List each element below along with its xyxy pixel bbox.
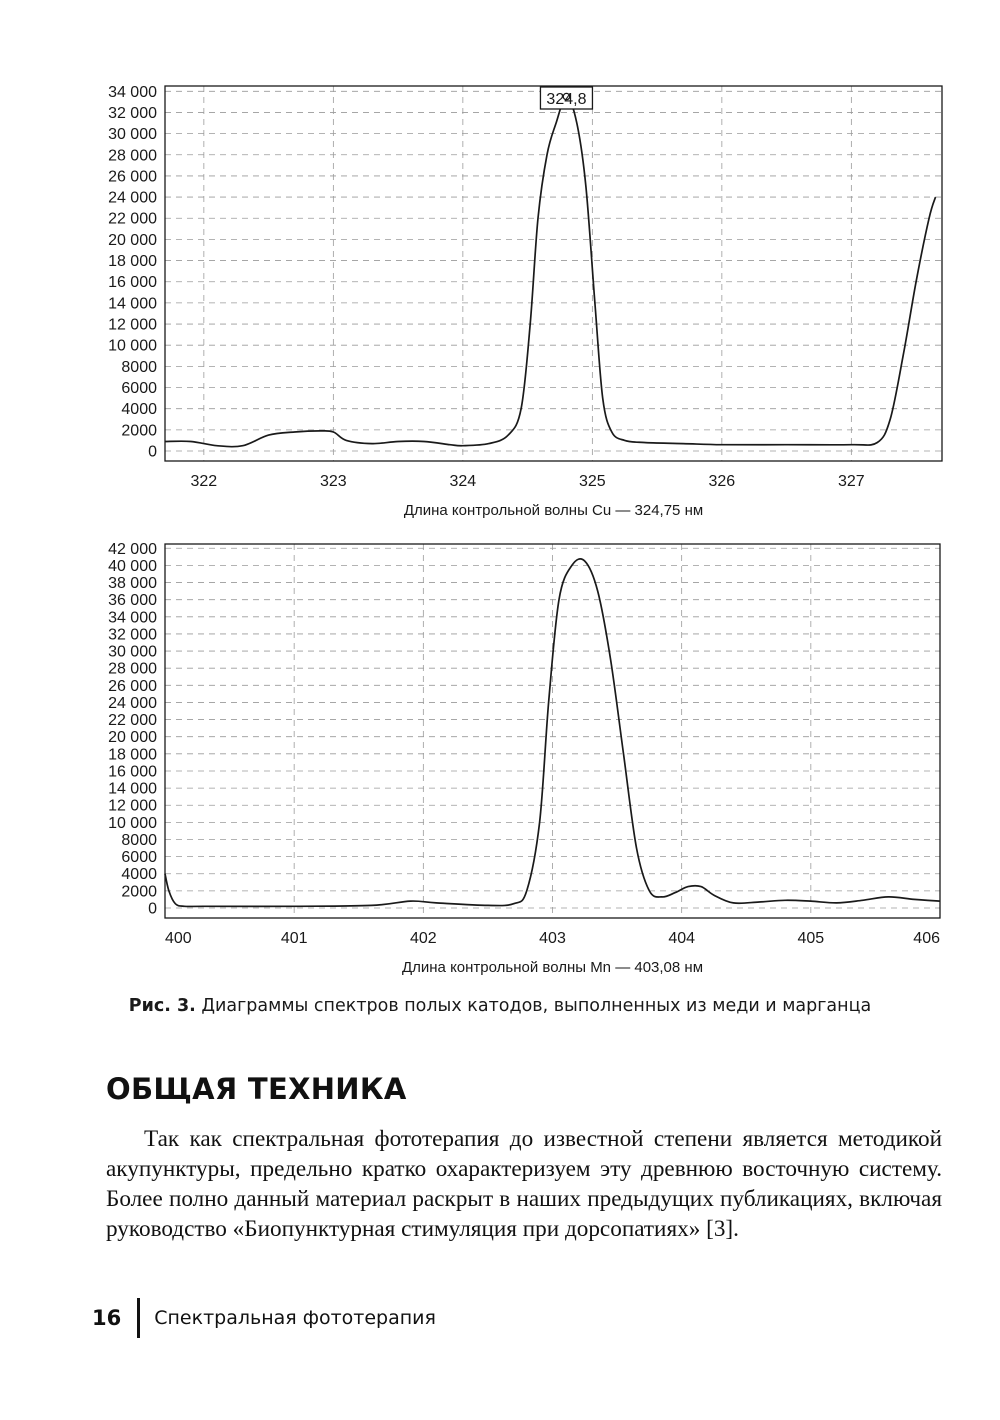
mn-x-tick-label: 400 [165, 930, 192, 947]
mn-y-tick-label: 22 000 [108, 712, 157, 730]
page-footer [92, 1298, 436, 1338]
cu-x-tick-label: 327 [837, 473, 865, 490]
cu-y-tick-label: 26 000 [108, 168, 157, 186]
cu-x-tick-label: 322 [190, 473, 218, 490]
mn-x-tick-label: 405 [797, 930, 825, 947]
mn-y-tick-label: 16 000 [108, 763, 157, 781]
mn-y-tick-label: 24 000 [108, 694, 157, 712]
cu-x-tick-label: 326 [708, 473, 736, 490]
cu-y-tick-label: 18 000 [108, 253, 157, 271]
mn-y-tick-label: 10 000 [108, 814, 157, 832]
cu-y-tick-label: 14 000 [108, 295, 157, 313]
cu-y-tick-label: 10 000 [108, 337, 157, 355]
mn-y-tick-label: 4000 [121, 866, 157, 884]
mn-y-tick-label: 42 000 [108, 540, 157, 558]
mn-y-tick-label: 20 000 [108, 729, 157, 747]
figure-caption-label: Рис. 3. [128, 996, 196, 1016]
mn-y-tick-label: 6000 [121, 849, 157, 867]
mn-y-tick-label: 34 000 [108, 609, 157, 627]
cu-y-tick-label: 32 000 [108, 104, 157, 122]
cu-y-tick-label: 24 000 [108, 189, 157, 207]
mn-x-tick-label: 403 [539, 930, 566, 947]
cu-y-tick-label: 30 000 [108, 126, 157, 144]
cu-y-tick-label: 28 000 [108, 147, 157, 165]
mn-y-tick-label: 18 000 [108, 746, 157, 764]
cu-x-axis-title: Длина контрольной волны Cu — 324,75 нм [403, 502, 704, 519]
mn-y-tick-label: 8000 [121, 831, 157, 849]
cu-y-tick-label: 6000 [121, 380, 157, 398]
cu-y-tick-label: 4000 [121, 401, 157, 419]
cu-annotation-label: 324,8 [546, 91, 587, 108]
running-title: Спектральная фототерапия [154, 1307, 436, 1329]
mn-y-tick-label: 26 000 [108, 677, 157, 695]
section-paragraph: Так как спектральная фототерапия до известной степени является методикой акупунктуры, предельно кратко охарактеризуем эту древнюю восточную систему. Более полно данный материал раскрыт в наших предыдущих публикациях, включая руководство «Биопунктурная стимуляция при дорсопатиях» [3]. [106, 1126, 942, 1242]
cu-y-tick-label: 20 000 [108, 231, 157, 249]
mn-y-tick-label: 0 [148, 900, 157, 918]
mn-y-tick-label: 28 000 [108, 660, 157, 678]
mn-y-tick-label: 2000 [121, 883, 157, 901]
cu-x-tick-label: 323 [319, 473, 347, 490]
cu-plot-frame [165, 86, 942, 461]
mn-x-tick-label: 404 [668, 930, 696, 947]
mn-y-tick-label: 32 000 [108, 626, 157, 644]
mn-x-tick-label: 406 [913, 930, 940, 947]
mn-x-axis-title: Длина контрольной волны Mn — 403,08 нм [401, 959, 704, 976]
mn-y-tick-label: 36 000 [108, 592, 157, 610]
cu-y-tick-label: 0 [148, 443, 157, 461]
figure-caption [0, 996, 1000, 1016]
cu-y-tick-label: 34 000 [108, 83, 157, 101]
mn-x-tick-label: 402 [409, 930, 437, 947]
cu-x-tick-label: 325 [578, 473, 606, 490]
mn-y-tick-label: 38 000 [108, 575, 157, 593]
cu-series-line [165, 97, 936, 447]
cu-y-tick-label: 2000 [121, 422, 157, 440]
mn-y-tick-label: 30 000 [108, 643, 157, 661]
cu-y-tick-label: 22 000 [108, 210, 157, 228]
cu-y-tick-label: 8000 [121, 358, 157, 376]
mn-y-tick-label: 14 000 [108, 780, 157, 798]
cu-y-tick-label: 16 000 [108, 274, 157, 292]
footer-divider [137, 1298, 140, 1338]
section-heading: ОБЩАЯ ТЕХНИКА [106, 1072, 407, 1106]
mn-x-tick-label: 401 [280, 930, 308, 947]
cu-x-tick-label: 324 [449, 473, 477, 490]
mn-y-tick-label: 12 000 [108, 797, 157, 815]
cu-y-tick-label: 12 000 [108, 316, 157, 334]
figure-caption-text: Диаграммы спектров полых катодов, выполненных из меди и марганца [195, 996, 872, 1016]
page-number: 16 [92, 1306, 122, 1330]
mn-y-tick-label: 40 000 [108, 557, 157, 575]
